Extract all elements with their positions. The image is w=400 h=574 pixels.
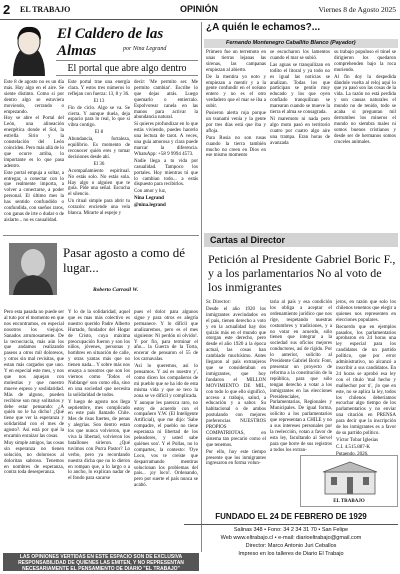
paragraph: Muy simple amigos, las cosas sin esperanza no tienen solución, no dolorosos al doloritan sabroso. Tenemos en nombres de esperanza, contra toda desesperanza.: [4, 440, 64, 476]
paragraph: Con amor y luz,: [134, 189, 167, 195]
newspaper-logo: [300, 455, 398, 507]
verse: Primero fue un terremoto en unas tierras lejanas las sirenas, las campanas empiezan al abierto.: [206, 50, 266, 73]
cartas-col-3: [336, 300, 396, 457]
disclaimer: LAS OPINIONES VERTIDAS EN ESTE ESPACIO SON DE EXCLUSIVA RESPONSABILIDAD DE QUIENES LAS EMITEN, Y NO REPRESENTAN NECESARIAMENTE EL PENSAMIENTO DE DIARIO "EL TRABAJO": [3, 553, 199, 571]
letter-title: Petición al Presidente Gabriel Boric F., y a los parlamentarios No al voto de los inmigrantes: [208, 252, 396, 294]
column-title: Pasar agosto a como dé lugar...: [63, 245, 186, 275]
paragraph: Si quieres profundizar en lo que estás viviendo, puedes hacerlo una lectura de tarot. A veces, una guía amorosa y clara puede marcar la diferencia. WhatsApp: +58 9 9994 4573.: [134, 122, 199, 157]
paragraph: Abundancia, fortaleza, equilibrio. Es momento de reconocer quién eres y tomar decisiones desde ahí.: [68, 137, 130, 160]
paragraph: Un ritual simple para abrir tu corazón: enciende una vela blanca. Mirarte al espejo y: [68, 199, 130, 217]
paragraph: Fin de ciclo. Algo se va. Se cierra. Y aunque duela, deja espacio para lo real, lo que sí vibra contigo.: [68, 105, 130, 129]
page-number: 2: [3, 2, 11, 17]
paragraph: Y lo de la solidaridad, aquel que es mas más colectivo es nuestro querido Padre Alberto Hurtado, fundador del Hogar de Cristo, cuya máxima preocupación fueron y son los niños, jóvenes, personas y hombres en situación de calle, y otras yantas más que no tienen nada... Y sobre más nos ensaya a nosotros que son los viernos como 'Todos el Nublange' son como ella, sino en una sociedad que necesita la solidaridad de todos.: [68, 310, 130, 398]
logo-name: EL TRABAJO: [333, 499, 365, 504]
paragraph: pues el dolor para algunos sigue y para otros es alegría permanece. Y lo difícil que analizaremos, pero es el mes siguiente: Ni perdón ni olvido!. Y por fin, para terminar el año... la Guerra de la Torta, encerar de pensaron el 55 de los carnavalas.: [134, 310, 198, 363]
column-byline: por Nina Legrand: [123, 46, 167, 52]
quien-col-1: [206, 50, 266, 230]
column-byline: Roberto Carrasil W.: [93, 287, 139, 293]
verse: Al fin doy la despedida dándole vuelta al reloj aquí lo que ya pasó son las cosas de la vida. La razón no está perdida y son causas naturales el mundo no de tenido, todo se acaba si preguntan mil derrumbes los mineros el mundo no siembra males ni somos buenos cristianos y desde ser de hermanos somos cruceles animales.: [334, 74, 396, 145]
issue-date: Viernes 8 de Agosto 2025: [318, 5, 396, 14]
subhead: El 13: [93, 98, 105, 104]
paragraph: Este 8 de agosto no es un día más. Hay algo en el aire. Se siente distinto. Como si por dentro algo se estuviera moviendo, cerrando o empezando.: [4, 80, 64, 115]
paragraph: Hoy se abre el Portal del León, una alineación energética donde el Sol, la estrella Sirio y la constelación del León coinciden. Pero más allá de lo que ocurre arriba, lo importante es lo que pasa adentro.: [4, 116, 64, 169]
pasar-header: [3, 237, 199, 307]
paragraph: Desde el año 1920 los inmigrantes avecindados en el país, tienen derecho a voto y en la actualidad hay dos quizás más en el mundo que otorgan este derecho, pero desde el año 1920 a la época actual, las cosas han cambiado muchísimo. Antes llegaron al país extranjeros que se consideraban en inmigrantes, que hoy fundaron el MILLON MOVIMIENTO DE MIL, con todo lo que ello significó, acceso a trabajo, salud, a educación y a sabor. Su habitacional o de ambos postulando con mejores preferencias NUESTROS PROPIOS COMPATRIOTAS, en sistema tan precario como el que tenemos.: [206, 306, 266, 448]
paragraph: decir: 'Me permito ser. Me permito cambiar'. Escribe lo que dejas atrás. Luego quemarlo o entierralo. Espolvorear canela en las manos para activar la abundancia natural.: [134, 80, 198, 121]
paragraph: Por ello, hoy este tiempo presente que los inmigrantes ingresaron en forma volun-: [206, 449, 266, 467]
paragraph: Y luego de agosto nos llega septiembre, mes complicado en este país llamado Chile. Mes de risas fuertes, de penas y alegrías. Son dentro estan los que nunca volvieron, que viva la libertad, volvieron los batallones sirieron. ¿Qué tuvimos con Purra Pastor? Lo verbo, pero ya recordando nuestra dicha que no lo dieron en rompan que, a lo largo o a lo ancho, lo explican nadar de el fondo para sacarse: [68, 399, 130, 482]
publication-name: EL TRABAJO: [20, 5, 71, 14]
author-photo: [9, 243, 57, 295]
signer-place: Putaendo. 2026.: [336, 451, 369, 457]
signer-id: C.I. 4.515.887-K: [336, 444, 371, 450]
page-header: [0, 0, 400, 20]
section-title: OPINIÓN: [180, 4, 219, 14]
signer-name: Víctor Tobar Iglesias: [336, 437, 379, 443]
paragraph: Pero esta pasada no puede ser al tuto por el momento en que nos encontramos, en especial nosotros los viejujos. Sanados arrumosamente. De la tecnocracia, más aún los que andamos realizando paseos a otros mil doloresos, y otros sin mal revisitas, que estan más cargados que uno. Y en especial este mes, y nos que nos aquejan con molestias y que nuestro mueve espeso y soslidaridad. Más de alguno, pueden recibirse son muy solitarios y debe estar pensando: ¿A quién no le ha dicho! ¿Qué tiene que ver la esperanza y solidaridad con el mes de agosto?. Asi está por qué la encamin enraizar las cosas.: [4, 310, 64, 440]
column-title: El Caldero de las Almas: [57, 26, 164, 59]
quien-col-2: [270, 50, 330, 230]
paragraph: Este portal trae una energía clara. Y estos tres números lo reflejan con fuerza: 13, 8 y 36.: [68, 80, 130, 97]
web-line: Web www.eltrabajo.cl • e-mail: diarioeltrabajo@gmail.com: [220, 535, 362, 541]
caldero-col-2: [68, 80, 130, 233]
caldero-col-1: [4, 80, 64, 233]
masthead: [184, 512, 398, 558]
quien-header: [204, 22, 398, 46]
column-subtitle: El portal que abre algo dentro: [56, 60, 198, 76]
verse: De la mentira yo noto y empiezan a mentir y a la gente confundir en el océano entero y no es el otro verdadero que el mar se iba a subir.: [206, 74, 266, 110]
paragraph: jeros, en razón que solo los chilenos tenemos que elegir a quienes nos representen en elecciones populares.: [336, 300, 396, 323]
column-byline: Fernando Montenegro Caballito Blanco (Payador): [204, 39, 398, 48]
verse: Pusieron alerta roja porque un tsunami venía y la gente por tres días está que iba y afloja.: [206, 111, 266, 134]
director-line: Director: Marco Antonio Juri Ceballos: [245, 543, 337, 549]
column-divider: [201, 22, 202, 552]
paragraph: Recuerdo que en ejemplos pasados, los parlamentarios aprobaron en 24 horas una ley especial para los candidatos de un partido político, que por error administrativo, no alcanzó a inscribir a sus candidatos. En 24 horas se aprobó esa ley con el título 'mal hecho y malhechor por ti', ¡lo que en este, no se aplica la ley, todos los chilenos deberíamos escuchar algo tiempo de los parlamentarios y no enviar una citación en PRENSA para decir que la inscripción de los inmigrantes es a favor de su partido político.: [336, 324, 396, 436]
salutation: Sr. Director:: [206, 300, 231, 305]
printer-line: Impreso en los talleres de Diario El Trabajo: [238, 551, 344, 557]
paragraph: Este portal empuja a soltar, a entregar, a conectar con lo que realmente importa, a volver a conectarse, a poder personal. El último mes la has sentido confundido o confundida, con sueños raros, con ganas de irte o dudar o de aislarte... no es casualidad.: [4, 170, 64, 223]
verse: Para Rusia no son rusas cuando la tierra también mucho no creen en Dios en ese mismo momento: [206, 135, 266, 159]
paragraph: 'Así lo queremos, así lo pensamos. Y así es nuestro y', como dicen los compañeros de mi pueblo que se ha ido de esta misma vida y que se teco la zona se ve difícil y complicada.: [134, 364, 198, 399]
quien-col-3: [334, 50, 396, 230]
section-bar: Cartas al Director: [204, 233, 398, 247]
verse: Ni maremoto ni nada pero algo moto pasó en territorio cuatro por cuatro algo aire una trampa. Eran horas de avanzada: [270, 116, 330, 146]
building-illustration: [321, 460, 379, 496]
divider: [3, 235, 199, 236]
handle: @nina.legrand: [134, 203, 166, 209]
paragraph: Y aunque les parezca raro, no estoy de acuerdo con el compañero Y.W. (El Inteligente Artificial), que me dijo: 'Sabe compadre, el pueblo no tiene esperanza ni libertad de los peleadores, y usted sabe quiénes son'. Y el Pollas, no lo compartes, la contesto: 'Oye Loco, vos te creíste que desparramando mentiras solucionan los problemas del país... ¡oy loco!. Ordenando, pero por suerte el país nunca se acabó.: [134, 400, 198, 489]
caldero-col-3: [134, 80, 198, 233]
contact-line: Salinas 348 • Fono: 34 2 34 31 70 • San Felipe: [233, 527, 349, 533]
signature: Nina Legrand: [134, 196, 164, 202]
subhead: El 36: [93, 161, 105, 167]
column-title: ¿A quién le echamos?...: [206, 22, 321, 33]
verse: se escucharon los lamentos cuando el mar se subió.: [270, 50, 330, 61]
pasar-col-2: [68, 310, 130, 550]
cartas-col-1: [206, 300, 266, 508]
author-portrait: [7, 24, 51, 76]
verse: Las aguas se tranquilizan en todito el litoral y ya todo no es igual las noticias se analizan. Todas los que participan se gentío muy educado y los que oyen confiado tranquilizan se marearan cuando se mueve la tierra el alma se consagrada.: [270, 62, 330, 116]
paragraph: Acompañamiento espiritual. No estás solo. No estás sola. Hay algo o alguien que te guía. Pide una señal. Escucha el silencio.: [68, 168, 130, 198]
verse: su trabajo populoso el túnel se dirigieron los quedaron comprehenden bajo la roca muriendo.: [334, 50, 396, 73]
paragraph: Nadie llega a tu vida por casualidad. Tampoco los portales. Hoy mientras tú que lo cambian todo... a estás dispuesto para recibirlos.: [134, 158, 198, 188]
subhead: El 8: [94, 130, 104, 136]
paragraph: taria al país y esa condición los obliga a aceptar el ordenamiento jurídico que nos rige, respetando nuestras costumbres y tradiciones, y a no votar en acuerdo, sólo tienen que integrar a la sociedad sus oficios mejores conductores, así de rígido. Por lo anterior, solicito al Presidente Gabriel Boric Font, presentar un proyecto de reforma a la constitución de la república, para que sólo tengan derecho a votar a los inmigrantes en las elecciones Presidenciales, Parlamentarias, Regionales y Municipales. De igual forma, solicito a los parlamentarios que representan a CHILE y no a sus intereses personales por la reelección, votan a favor de esta ley, facultando al Servel para que borre de sus registros a todos los extran-: [270, 300, 332, 453]
pasar-col-1: [4, 310, 64, 550]
founded-line: FUNDADO EL 24 DE FEBRERO DE 1929: [184, 512, 398, 525]
